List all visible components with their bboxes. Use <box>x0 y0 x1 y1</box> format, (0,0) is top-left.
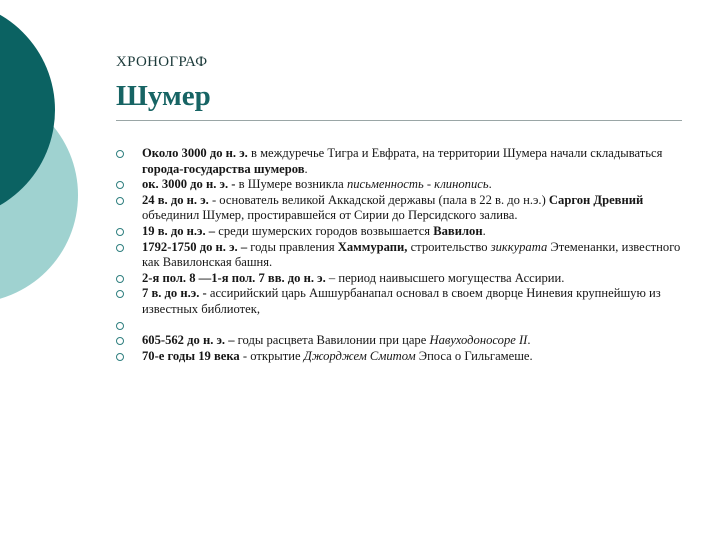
bullet-icon <box>116 228 124 236</box>
list-item: ок. 3000 до н. э. - в Шумере возникла письменность - клинопись. <box>116 177 686 193</box>
bullet-icon <box>116 337 124 345</box>
list-item: 19 в. до н.э. – среди шумерских городов возвышается Вавилон. <box>116 224 686 240</box>
bullet-icon <box>116 353 124 361</box>
list-item: 24 в. до н. э. - основатель великой Аккадской державы (пала в 22 в. до н.э.) Саргон Древний объединил Шумер, простиравшейся от Сирии до Персидского залива. <box>116 193 686 224</box>
bullet-icon <box>116 244 124 252</box>
bullet-icon <box>116 275 124 283</box>
list-item: 70-е годы 19 века - открытие Джорджем Смитом Эпоса о Гильгамеше. <box>116 349 686 365</box>
list-item: Около 3000 до н. э. в междуречье Тигра и Евфрата, на территории Шумера начали складываться города-государства шумеров. <box>116 146 686 177</box>
list-item: 1792-1750 до н. э. – годы правления Хаммурапи, строительство зиккурата Этеменанки, известного как Вавилонская башня. <box>116 240 686 271</box>
bullet-icon <box>116 290 124 298</box>
bullet-icon <box>116 150 124 158</box>
decorative-circles <box>0 0 90 300</box>
chronology-list <box>116 146 686 364</box>
list-item-empty <box>116 318 686 334</box>
title-divider <box>116 120 682 121</box>
bullet-icon <box>116 322 124 330</box>
list-item: 605-562 до н. э. – годы расцвета Вавилонии при царе Навуходоносоре II. <box>116 333 686 349</box>
slide-title: Шумер <box>116 80 211 112</box>
slide-pretitle: ХРОНОГРАФ <box>116 54 208 70</box>
bullet-icon <box>116 181 124 189</box>
bullet-icon <box>116 197 124 205</box>
list-item: 7 в. до н.э. - ассирийский царь Ашшурбанапал основал в своем дворце Ниневия крупнейшую из известных библиотек, <box>116 286 686 317</box>
list-item: 2-я пол. 8 —1-я пол. 7 вв. до н. э. – период наивысшего могущества Ассирии. <box>116 271 686 287</box>
